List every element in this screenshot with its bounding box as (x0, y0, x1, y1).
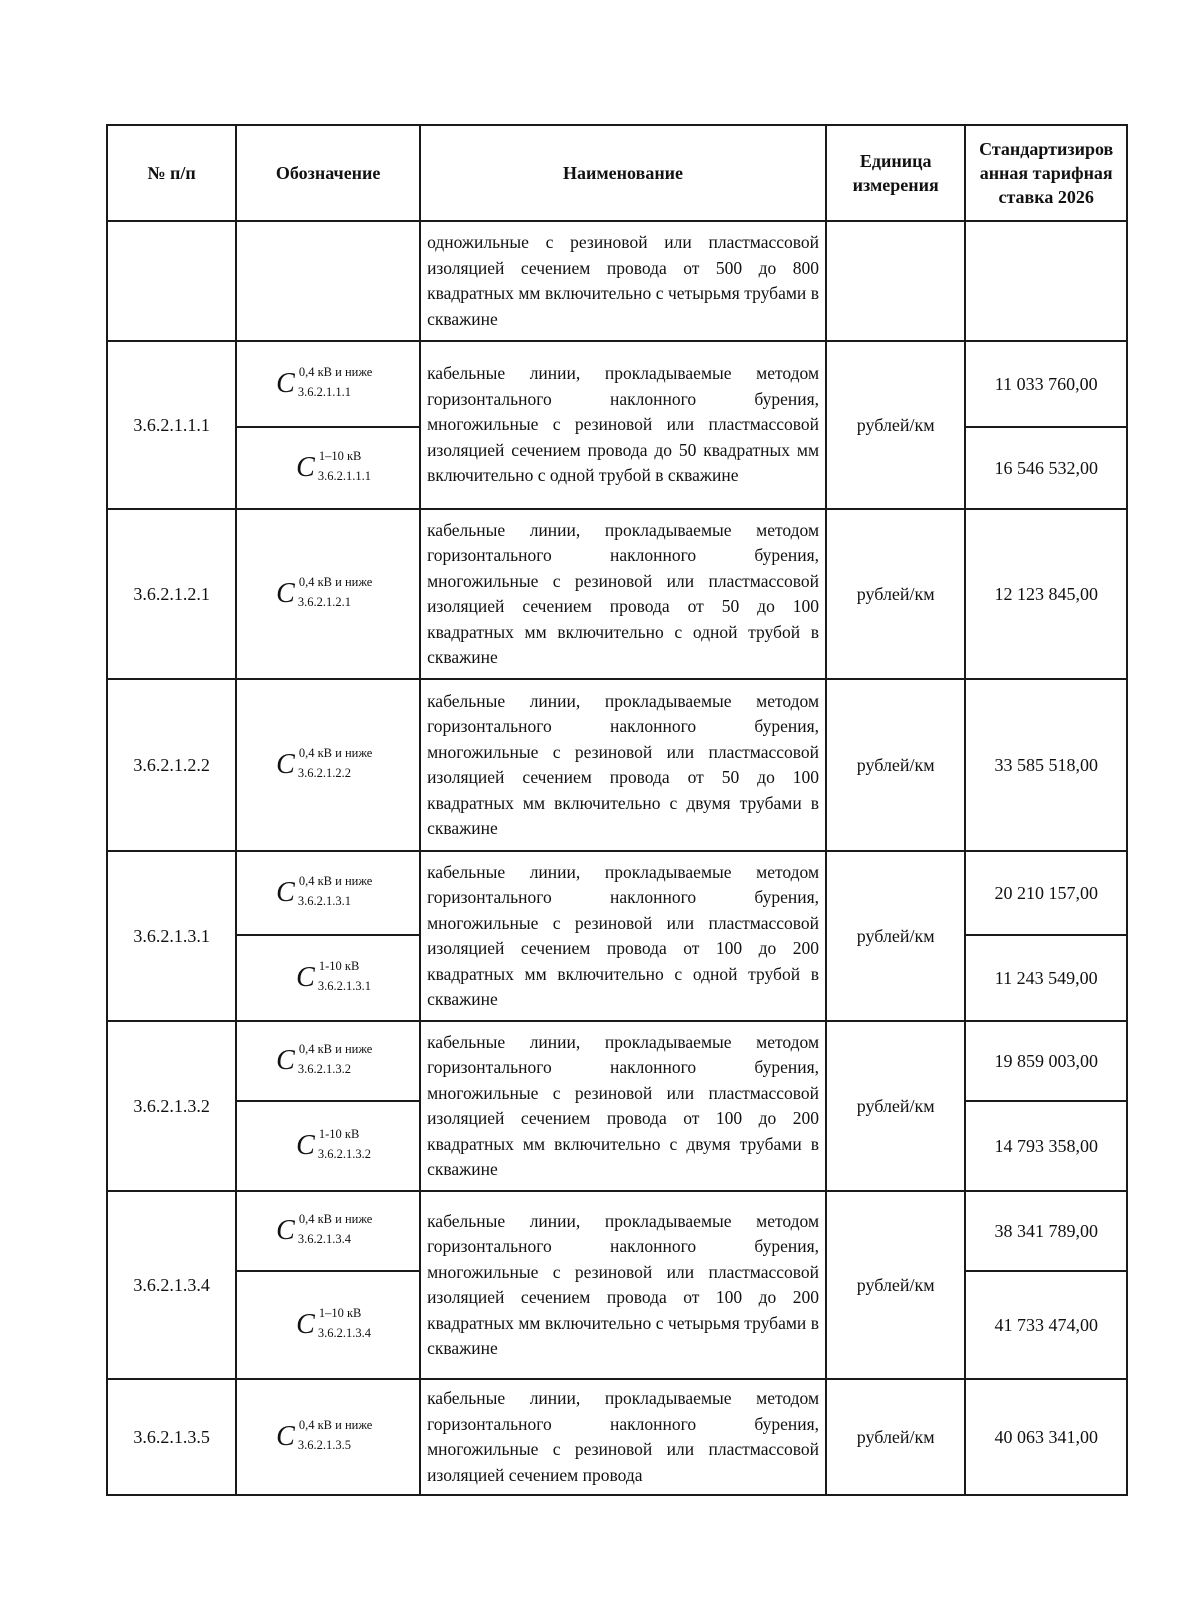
name-cell (420, 1379, 826, 1495)
designation-symbol: C 0,4 кВ и ниже 3.6.2.1.3.4 (276, 1212, 373, 1246)
name-text: одножильные с резиновой или пластмассовой изоляцией сечением провода от 500 до 800 квадратных мм включительно с четырьмя трубами в скважине (427, 232, 820, 329)
designation-cell (236, 221, 420, 341)
designation-symbol: C 0,4 кВ и ниже 3.6.2.1.1.1 (276, 365, 373, 399)
designation-symbol: C 1-10 кВ 3.6.2.1.3.2 (296, 1127, 372, 1161)
table-row (107, 509, 1127, 679)
designation-superscript: 0,4 кВ и ниже (298, 1212, 373, 1226)
designation-cell (236, 1191, 420, 1271)
designation-superscript: 0,4 кВ и ниже (298, 365, 373, 379)
designation-subscript: 3.6.2.1.3.5 (297, 1438, 352, 1452)
designation-symbol: C 0,4 кВ и ниже 3.6.2.1.3.1 (276, 874, 373, 908)
rate-cell (965, 221, 1127, 341)
designation-subscript: 3.6.2.1.3.1 (297, 894, 352, 908)
rate-cell: 11 243 549,00 (965, 935, 1127, 1021)
table-row (107, 679, 1127, 851)
num-cell: 3.6.2.1.3.2 (107, 1021, 236, 1191)
rate-cell: 33 585 518,00 (965, 679, 1127, 851)
designation-cell (236, 1101, 420, 1191)
num-cell: 3.6.2.1.3.4 (107, 1191, 236, 1379)
designation-superscript: 0,4 кВ и ниже (298, 1418, 373, 1432)
rate-cell: 12 123 845,00 (965, 509, 1127, 679)
designation-subscript: 3.6.2.1.3.2 (297, 1062, 352, 1076)
table-row (107, 1021, 1127, 1101)
rate-cell: 40 063 341,00 (965, 1379, 1127, 1495)
designation-subscript: 3.6.2.1.2.1 (297, 595, 352, 609)
designation-subscript: 3.6.2.1.3.4 (297, 1232, 352, 1246)
designation-subscript: 3.6.2.1.1.1 (297, 385, 352, 399)
header-designation: Обозначение (236, 125, 420, 221)
unit-cell: рублей/км (826, 1379, 965, 1495)
name-cell (420, 851, 826, 1021)
name-cell (420, 679, 826, 851)
table-row (107, 1191, 1127, 1271)
rate-cell: 20 210 157,00 (965, 851, 1127, 935)
name-text: кабельные линии, прокладываемые методом горизонтального наклонного бурения, многожильные с резиновой или пластмассовой изоляцией сечением провода (427, 1388, 820, 1485)
designation-subscript: 3.6.2.1.3.4 (317, 1326, 372, 1340)
unit-cell: рублей/км (826, 1191, 965, 1379)
table-row (107, 851, 1127, 935)
unit-cell: рублей/км (826, 509, 965, 679)
designation-subscript: 3.6.2.1.3.2 (317, 1147, 372, 1161)
table-row-continuation (107, 221, 1127, 341)
unit-cell (826, 221, 965, 341)
designation-subscript: 3.6.2.1.2.2 (297, 766, 352, 780)
designation-cell (236, 1021, 420, 1101)
designation-symbol: C 1–10 кВ 3.6.2.1.1.1 (296, 449, 372, 483)
unit-cell: рублей/км (826, 851, 965, 1021)
header-rate: Стандартизиров анная тарифная ставка 2026 (965, 125, 1127, 221)
designation-cell (236, 509, 420, 679)
table-body (107, 221, 1127, 1495)
designation-subscript: 3.6.2.1.3.1 (317, 979, 372, 993)
table-row (107, 341, 1127, 427)
name-text: кабельные линии, прокладываемые методом горизонтального наклонного бурения, многожильные с резиновой или пластмассовой изоляцией сечением провода до 50 квадратных мм включительно с одной трубой в скважине (427, 363, 820, 486)
designation-superscript: 0,4 кВ и ниже (298, 874, 373, 888)
num-cell (107, 221, 236, 341)
rate-cell: 11 033 760,00 (965, 341, 1127, 427)
tariff-table (106, 124, 1128, 1496)
designation-symbol: C 1-10 кВ 3.6.2.1.3.1 (296, 959, 372, 993)
rate-cell: 16 546 532,00 (965, 427, 1127, 509)
designation-cell (236, 1379, 420, 1495)
unit-cell: рублей/км (826, 1021, 965, 1191)
designation-cell (236, 935, 420, 1021)
designation-superscript: 1-10 кВ (318, 1127, 360, 1141)
name-cell (420, 1021, 826, 1191)
name-cell (420, 509, 826, 679)
designation-symbol: C 1–10 кВ 3.6.2.1.3.4 (296, 1306, 372, 1340)
rate-cell: 38 341 789,00 (965, 1191, 1127, 1271)
header-num: № п/п (107, 125, 236, 221)
designation-subscript: 3.6.2.1.1.1 (317, 469, 372, 483)
header-row (107, 125, 1127, 221)
designation-cell (236, 679, 420, 851)
name-cell (420, 1191, 826, 1379)
designation-superscript: 1–10 кВ (318, 449, 362, 463)
name-text: кабельные линии, прокладываемые методом горизонтального наклонного бурения, многожильные с резиновой или пластмассовой изоляцией сечением провода от 100 до 200 квадратных мм включительно с одной трубой в скважине (427, 861, 820, 1009)
designation-superscript: 0,4 кВ и ниже (298, 1042, 373, 1056)
designation-cell (236, 427, 420, 509)
name-text: кабельные линии, прокладываемые методом горизонтального наклонного бурения, многожильные с резиновой или пластмассовой изоляцией сечением провода от 50 до 100 квадратных мм включительно с двумя трубами в скважине (427, 690, 820, 838)
designation-superscript: 0,4 кВ и ниже (298, 746, 373, 760)
num-cell: 3.6.2.1.1.1 (107, 341, 236, 509)
rate-cell: 14 793 358,00 (965, 1101, 1127, 1191)
designation-cell (236, 1271, 420, 1379)
designation-cell (236, 851, 420, 935)
name-cell (420, 341, 826, 509)
name-text: кабельные линии, прокладываемые методом горизонтального наклонного бурения, многожильные с резиновой или пластмассовой изоляцией сечением провода от 50 до 100 квадратных мм включительно с одной трубой в скважине (427, 519, 820, 667)
num-cell: 3.6.2.1.3.1 (107, 851, 236, 1021)
num-cell: 3.6.2.1.2.1 (107, 509, 236, 679)
header-name: Наименование (420, 125, 826, 221)
designation-symbol: C 0,4 кВ и ниже 3.6.2.1.3.2 (276, 1042, 373, 1076)
name-text: кабельные линии, прокладываемые методом горизонтального наклонного бурения, многожильные с резиновой или пластмассовой изоляцией сечением провода от 100 до 200 квадратных мм включительно с четырьмя трубами в скважине (427, 1210, 820, 1358)
num-cell: 3.6.2.1.3.5 (107, 1379, 236, 1495)
designation-superscript: 1-10 кВ (318, 959, 360, 973)
unit-cell: рублей/км (826, 679, 965, 851)
name-cell (420, 221, 826, 341)
designation-cell (236, 341, 420, 427)
table-row (107, 1379, 1127, 1495)
rate-cell: 19 859 003,00 (965, 1021, 1127, 1101)
designation-symbol: C 0,4 кВ и ниже 3.6.2.1.3.5 (276, 1418, 373, 1452)
designation-superscript: 0,4 кВ и ниже (298, 575, 373, 589)
num-cell: 3.6.2.1.2.2 (107, 679, 236, 851)
unit-cell: рублей/км (826, 341, 965, 509)
rate-cell: 41 733 474,00 (965, 1271, 1127, 1379)
designation-symbol: C 0,4 кВ и ниже 3.6.2.1.2.2 (276, 746, 373, 780)
name-text: кабельные линии, прокладываемые методом горизонтального наклонного бурения, многожильные с резиновой или пластмассовой изоляцией сечением провода от 100 до 200 квадратных мм включительно с двумя трубами в скважине (427, 1031, 820, 1179)
designation-superscript: 1–10 кВ (318, 1306, 362, 1320)
designation-symbol: C 0,4 кВ и ниже 3.6.2.1.2.1 (276, 575, 373, 609)
header-unit: Единица измерения (826, 125, 965, 221)
